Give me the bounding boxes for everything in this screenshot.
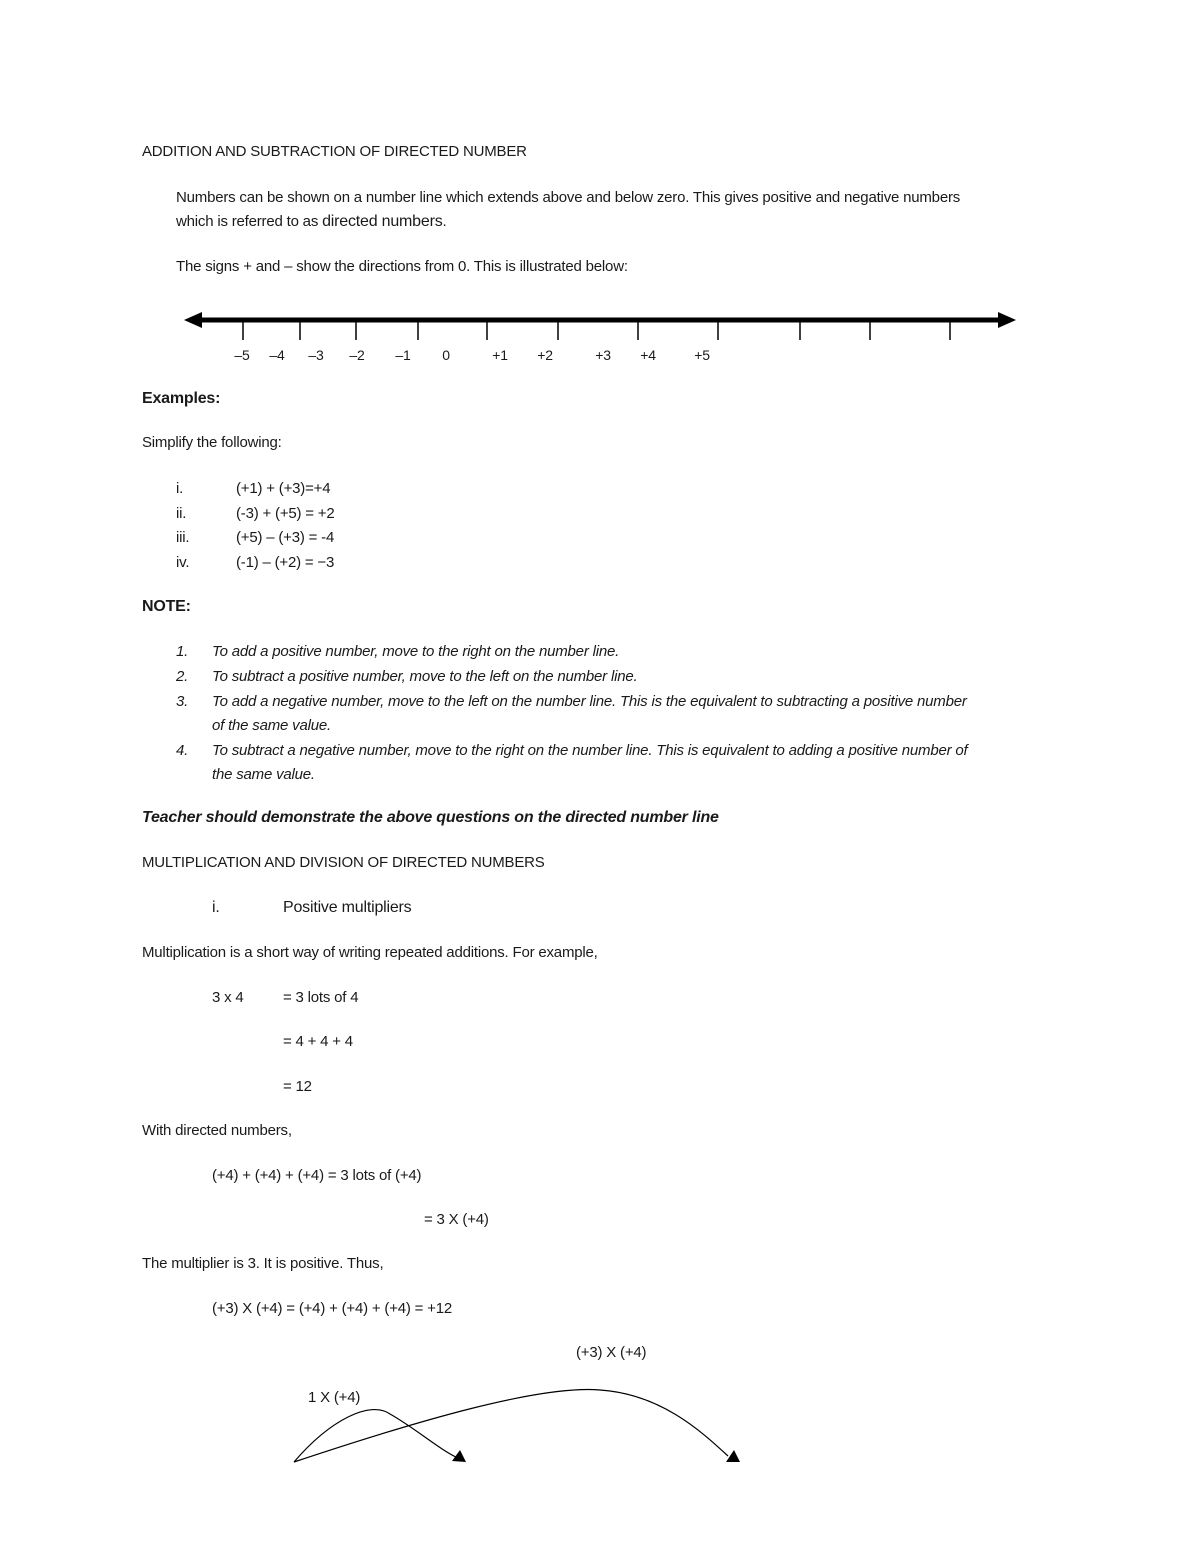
example-number: iii. — [176, 529, 190, 546]
simplify-instruction: Simplify the following: — [142, 434, 282, 451]
mult-example-step2: = 4 + 4 + 4 — [283, 1033, 353, 1050]
note-number: 4. — [176, 742, 189, 759]
examples-heading: Examples: — [142, 390, 221, 407]
example-expression: (-3) + (+5) = +2 — [236, 505, 335, 522]
note-text: To add a positive number, move to the right on the number line. — [212, 643, 620, 660]
intro-end: . — [442, 213, 447, 230]
example-number: ii. — [176, 505, 187, 522]
mult-example-lhs: 3 x 4 — [212, 989, 244, 1006]
note-number: 3. — [176, 693, 189, 710]
note-text-continued: of the same value. — [212, 717, 331, 734]
number-line-ticks — [243, 322, 950, 340]
number-line-label: –2 — [349, 347, 365, 363]
directed-numbers-term: directed numbers — [322, 213, 443, 230]
subheading-number: i. — [212, 899, 220, 916]
note-number: 2. — [176, 668, 189, 685]
number-line-label: –4 — [269, 347, 285, 363]
small-jump-arc — [294, 1410, 458, 1462]
example-number: iv. — [176, 554, 190, 571]
directed-numbers-intro: With directed numbers, — [142, 1122, 292, 1139]
mult-example-step3: = 12 — [283, 1078, 312, 1095]
left-arrowhead — [184, 312, 202, 328]
directed-example-line1: (+4) + (+4) + (+4) = 3 lots of (+4) — [212, 1167, 422, 1184]
number-line-label: –3 — [308, 347, 324, 363]
note-text: To subtract a negative number, move to the right on the number line. This is equivalent to adding a positive number of — [212, 742, 968, 759]
number-line-label: 0 — [442, 347, 450, 363]
number-line-label: –5 — [234, 347, 250, 363]
note-heading: NOTE: — [142, 598, 191, 615]
note-text-continued: the same value. — [212, 766, 315, 783]
note-number: 1. — [176, 643, 189, 660]
signs-explanation: The signs + and – show the directions from 0. This is illustrated below: — [176, 258, 628, 275]
arc-label-one-times: 1 X (+4) — [308, 1389, 361, 1406]
result-equation: (+3) X (+4) = (+4) + (+4) + (+4) = +12 — [212, 1300, 453, 1317]
multiplication-intro: Multiplication is a short way of writing repeated additions. For example, — [142, 944, 598, 961]
large-arc-arrowhead — [726, 1450, 740, 1462]
example-expression: (+5) – (+3) = -4 — [236, 529, 335, 546]
example-expression: (-1) – (+2) = −3 — [236, 554, 335, 571]
intro-paragraph-line1: Numbers can be shown on a number line which extends above and below zero. This gives positive and negative numbers — [176, 189, 961, 206]
number-line-label: –1 — [395, 347, 411, 363]
section-heading-addition: ADDITION AND SUBTRACTION OF DIRECTED NUMBER — [142, 143, 527, 160]
teacher-note: Teacher should demonstrate the above questions on the directed number line — [142, 809, 719, 826]
mult-example-step1: = 3 lots of 4 — [283, 989, 359, 1006]
directed-example-line2: = 3 X (+4) — [424, 1211, 489, 1228]
number-line-label: +1 — [492, 347, 508, 363]
section-heading-multiplication: MULTIPLICATION AND DIVISION OF DIRECTED NUMBERS — [142, 854, 545, 871]
number-line-diagram — [0, 0, 1200, 380]
arc-label-three-times: (+3) X (+4) — [576, 1344, 647, 1361]
multiplier-explanation: The multiplier is 3. It is positive. Thus, — [142, 1255, 384, 1272]
note-text: To subtract a positive number, move to the left on the number line. — [212, 668, 638, 685]
small-arc-arrowhead — [452, 1450, 466, 1462]
note-text: To add a negative number, move to the left on the number line. This is the equivalent to subtracting a positive number — [212, 693, 967, 710]
subheading-positive-multipliers: Positive multipliers — [283, 899, 412, 916]
intro-text: which is referred to as — [176, 213, 323, 230]
example-number: i. — [176, 480, 184, 497]
number-line-label: +4 — [640, 347, 656, 363]
right-arrowhead — [998, 312, 1016, 328]
number-line-label: +2 — [537, 347, 553, 363]
number-line-label: +3 — [595, 347, 611, 363]
example-expression: (+1) + (+3)=+4 — [236, 480, 331, 497]
number-line-label: +5 — [694, 347, 710, 363]
